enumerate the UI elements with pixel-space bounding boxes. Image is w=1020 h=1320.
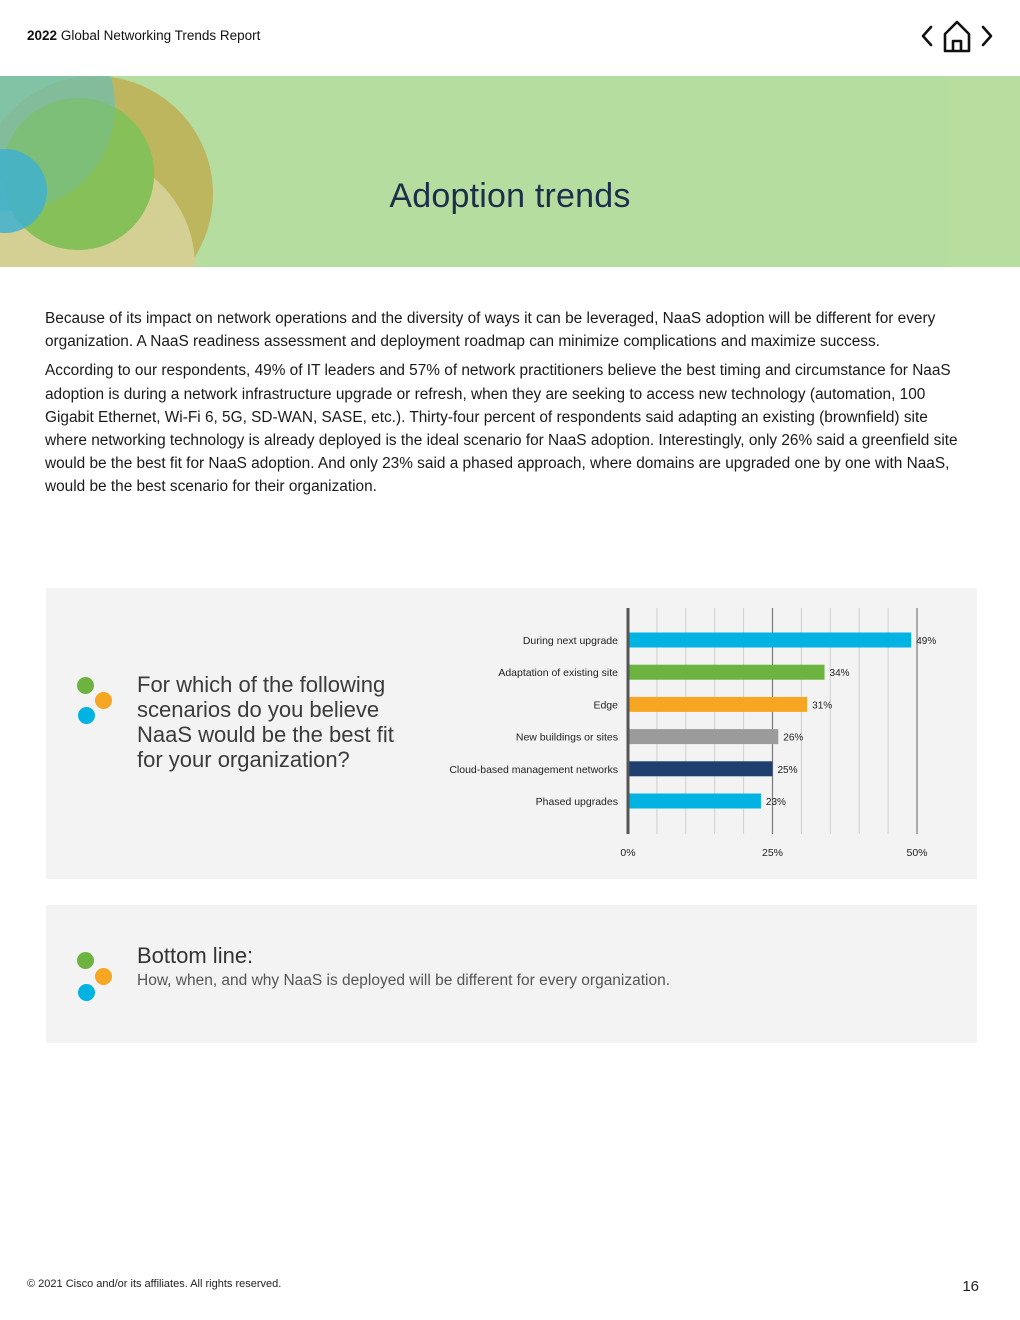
decorative-circles: [0, 76, 230, 267]
body-text: [45, 307, 960, 505]
tick-label: 50%: [906, 847, 928, 859]
chevron-left-icon[interactable]: [920, 18, 934, 54]
category-label: New buildings or sites: [515, 731, 618, 744]
hero-edge-strip: [948, 76, 1020, 267]
data-label: 25%: [777, 764, 798, 776]
data-label: 26%: [783, 732, 804, 744]
category-label: Adaptation of existing site: [498, 667, 618, 680]
bottom-line-panel: [46, 905, 977, 1043]
chevron-right-icon[interactable]: [980, 18, 994, 54]
bar-chart: [46, 588, 977, 879]
home-icon[interactable]: [940, 18, 974, 54]
paragraph: Because of its impact on network operations and the diversity of ways it can be leveraged, NaaS adoption will be different for every organization. A NaaS readiness assessment and deployment roadmap can minimize complications and maximize success.: [45, 310, 936, 351]
bar: [630, 729, 779, 744]
bar: [630, 633, 912, 648]
survey-panel: [46, 588, 977, 879]
category-label: During next upgrade: [522, 635, 618, 647]
page-number: 16: [962, 1278, 979, 1295]
bar: [630, 665, 825, 680]
hero-banner: [0, 76, 1020, 267]
paragraph: According to our respondents, 49% of IT leaders and 57% of network practitioners believe the best timing and circumstance for NaaS adoption is during a network infrastructure upgrade or refresh, when they are seeking to access new technology (automation, 100 Gigabit Ethernet, Wi-Fi 6, 5G, SD-WAN, SASE, etc.). Thirty-four percent of respondents said adapting an existing (brownfield) site where networking technology is already deployed is the ideal scenario for NaaS adoption. Interestingly, only 26% said a greenfield site would be the best fit for NaaS adoption. And only 23% said a phased approach, where domains are upgraded one by one with NaaS, would be the best scenario for their organization.: [45, 362, 958, 496]
category-label: Cloud-based management networks: [449, 763, 618, 776]
bar: [630, 794, 761, 809]
tick-label: 0%: [620, 847, 636, 859]
bar: [630, 697, 808, 712]
category-label: Edge: [593, 699, 618, 712]
bottom-line-title: Bottom line:: [137, 943, 254, 968]
report-title: Global Networking Trends Report: [60, 28, 261, 43]
bar: [630, 761, 773, 776]
copyright: © 2021 Cisco and/or its affiliates. All rights reserved.: [27, 1278, 282, 1290]
data-label: 23%: [765, 797, 786, 808]
page-title: Adoption trends: [389, 176, 631, 215]
bottom-line-text: How, when, and why NaaS is deployed will be different for every organization.: [137, 972, 671, 989]
report-year: 2022: [27, 28, 58, 43]
survey-question: For which of the following scenarios do you believe NaaS would be the best fit for your organization?: [137, 672, 394, 772]
data-label: 34%: [829, 668, 850, 680]
category-label: Phased upgrades: [535, 796, 618, 808]
data-label: 31%: [812, 700, 833, 712]
page-navigation: [920, 18, 994, 54]
report-header: [27, 28, 260, 43]
data-label: 49%: [916, 636, 937, 647]
tick-label: 25%: [761, 847, 784, 859]
